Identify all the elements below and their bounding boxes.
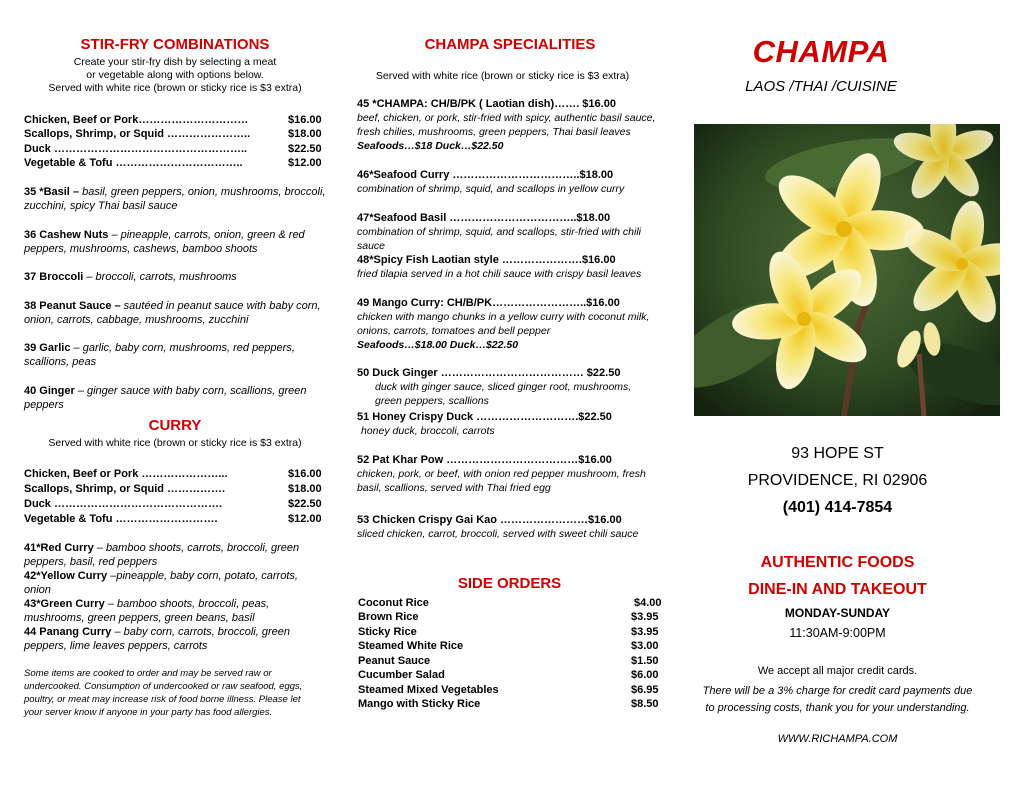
item-name: 46*Seafood Curry ……………………………..$18.00 (357, 169, 614, 181)
speciality-item (357, 366, 657, 408)
side-price: $3.95 (631, 611, 659, 623)
item-desc: combination of shrimp, squid, and scallops, stir-fried with chili sauce (357, 226, 642, 252)
item-name: 45 *CHAMPA: CH/B/PK ( Laotian dish)……. $16.00 (357, 98, 616, 110)
item-desc: sliced chicken, carrot, broccoli, served with sweet chili sauce (357, 528, 639, 540)
item-desc: combination of shrimp, squid, and scallops in yellow curry (357, 183, 625, 195)
price-value: $22.50 (288, 498, 322, 510)
side-price: $3.95 (631, 626, 659, 638)
price-value: $18.00 (288, 483, 322, 495)
side-price: $6.95 (631, 684, 659, 696)
item-name: 49 Mango Curry: CH/B/PK……………………..$16.00 (357, 297, 620, 309)
item-name: 51 Honey Crispy Duck ……………………….$22.50 (357, 411, 612, 423)
side-price: $8.50 (631, 698, 659, 710)
item-desc-text: beef, chicken, or pork, stir-fried with spicy, authentic basil sauce, fresh chilies, mushrooms, green peppers, Thai basil leaves (357, 112, 656, 138)
speciality-item (357, 453, 657, 495)
price-label: Vegetable & Tofu …………………………….. (24, 157, 243, 169)
item-name: 44 Panang Curry (24, 626, 112, 638)
price-label: Scallops, Shrimp, or Squid ……………. (24, 483, 226, 495)
item-desc (357, 111, 657, 153)
side-price: $1.50 (631, 655, 659, 667)
item-name: 47*Seafood Basil ……………………………..$18.00 (357, 212, 611, 224)
item-desc: fried tilapia served in a hot chili sauce with crispy basil leaves (357, 268, 642, 280)
side-name: Coconut Rice (358, 597, 429, 609)
menu-item (24, 384, 329, 412)
item-name: 39 Garlic (24, 342, 71, 354)
menu-item (24, 569, 324, 597)
stirfry-note-line1: Create your stir-fry dish by selecting a meat (73, 56, 277, 68)
price-value: $16.00 (288, 114, 322, 126)
item-desc: –pineapple, baby corn, potato, carrots, onion (24, 570, 298, 596)
item-name: 40 Ginger (24, 385, 75, 397)
item-name: 52 Pat Khar Pow ………………………………$16.00 (357, 454, 612, 466)
side-price: $6.00 (631, 669, 659, 681)
item-desc: – bamboo shoots, broccoli, peas, mushrooms, green peppers, green beans, basil (24, 598, 270, 624)
side-name: Steamed Mixed Vegetables (358, 684, 499, 696)
specialities-title: CHAMPA SPECIALITIES (424, 36, 596, 53)
price-value: $12.00 (288, 157, 322, 169)
item-desc: – ginger sauce with baby corn, scallions, green peppers (24, 385, 307, 411)
authentic-foods-tagline: AUTHENTIC FOODS (760, 554, 915, 571)
price-value: $12.00 (288, 513, 322, 525)
side-name: Brown Rice (358, 611, 419, 623)
item-extra: Seafoods…$18 Duck…$22.50 (357, 140, 504, 152)
price-label: Chicken, Beef or Pork………………………… (24, 114, 249, 126)
price-label: Vegetable & Tofu ………………………. (24, 513, 218, 525)
food-safety-disclaimer: Some items are cooked to order and may be served raw or undercooked. Consumption of undercooked or raw seafood, eggs, poultry, or meat may increase risk of food borne illness. Please let your server know if anyone in your party has food allergies. (24, 668, 303, 718)
item-desc: – bamboo shoots, carrots, broccoli, green peppers, basil, red peppers (24, 542, 300, 568)
item-extra: Seafoods…$18.00 Duck…$22.50 (357, 339, 519, 351)
plumeria-flower-image (694, 124, 1000, 416)
speciality-item (357, 410, 657, 438)
curry-note: Served with white rice (brown or sticky rice is $3 extra) (48, 437, 302, 449)
item-desc: chicken, pork, or beef, with onion red pepper mushroom, fresh basil, scallions, served with Thai fried egg (357, 468, 646, 494)
stirfry-note (20, 56, 330, 95)
item-name: 48*Spicy Fish Laotian style ………………….$16.00 (357, 254, 616, 266)
item-desc: – baby corn, carrots, broccoli, green peppers, lime leaves peppers, carrots (24, 626, 290, 652)
menu-item (24, 228, 329, 256)
dine-in-takeout-tagline: DINE-IN AND TAKEOUT (748, 581, 927, 598)
speciality-item (357, 211, 657, 253)
stirfry-note-line2: or vegetable along with options below. (86, 69, 264, 81)
item-desc: – broccoli, carrots, mushrooms (86, 271, 237, 283)
side-price: $3.00 (631, 640, 659, 652)
side-name: Steamed White Rice (358, 640, 464, 652)
menu-item (24, 625, 324, 653)
side-orders-title: SIDE ORDERS (457, 575, 562, 592)
stirfry-title: STIR-FRY COMBINATIONS (80, 36, 270, 53)
specialities-note: Served with white rice (brown or sticky rice is $3 extra) (375, 70, 630, 82)
plumeria-flower-photo (694, 124, 1000, 416)
item-name: 43*Green Curry (24, 598, 105, 610)
menu-item (24, 597, 324, 625)
speciality-item (357, 513, 657, 541)
item-desc: duck with ginger sauce, sliced ginger root, mushrooms, green peppers, scallions (375, 381, 632, 407)
item-name: 41*Red Curry (24, 542, 94, 554)
price-label: Duck …………………………………………….. (24, 143, 248, 155)
item-name: 50 Duck Ginger ………………………………… $22.50 (357, 367, 621, 379)
stirfry-note-line3: Served with white rice (brown or sticky rice is $3 extra) (48, 82, 302, 94)
address-line2: PROVIDENCE, RI 02906 (747, 472, 928, 489)
price-value: $22.50 (288, 143, 322, 155)
menu-item (24, 270, 329, 284)
item-desc: – garlic, baby corn, mushrooms, red peppers, scallions, peas (24, 342, 295, 368)
speciality-item (357, 97, 657, 153)
price-label: Duck ………………………………………. (24, 498, 223, 510)
item-name: 37 Broccoli (24, 271, 84, 283)
item-name: 38 Peanut Sauce – (24, 300, 121, 312)
item-desc: basil, green peppers, onion, mushrooms, broccoli, zucchini, spicy Thai basil sauce (24, 186, 326, 212)
item-name: 53 Chicken Crispy Gai Kao ……………………$16.00 (357, 514, 622, 526)
menu-item (24, 541, 324, 569)
menu-item (24, 341, 329, 369)
side-name: Sticky Rice (358, 626, 417, 638)
item-desc: – pineapple, carrots, onion, green & red peppers, mushrooms, cashews, bamboo shoots (24, 229, 305, 255)
item-name: 42*Yellow Curry (24, 570, 108, 582)
speciality-item (357, 253, 657, 281)
brand-subtitle: LAOS /THAI /CUISINE (745, 78, 897, 95)
credit-cards-note: We accept all major credit cards. (757, 665, 918, 677)
menu-item (24, 299, 329, 327)
speciality-item (357, 296, 657, 352)
curry-title: CURRY (148, 417, 202, 434)
side-name: Mango with Sticky Rice (358, 698, 481, 710)
brand-title: CHAMPA (752, 34, 890, 69)
open-hours: 11:30AM-9:00PM (789, 626, 886, 640)
price-value: $18.00 (288, 128, 322, 140)
item-desc: honey duck, broccoli, carrots (361, 425, 495, 437)
side-name: Peanut Sauce (358, 655, 431, 667)
open-days: MONDAY-SUNDAY (784, 606, 891, 620)
side-name: Cucumber Salad (358, 669, 445, 681)
phone-number: (401) 414-7854 (782, 499, 893, 516)
item-name: 36 Cashew Nuts (24, 229, 109, 241)
speciality-item (357, 168, 657, 196)
item-name: 35 *Basil – (24, 186, 80, 198)
side-price: $4.00 (634, 597, 662, 609)
credit-card-surcharge-note: There will be a 3% charge for credit card payments due to processing costs, thank you for your understanding. (702, 685, 973, 714)
price-label: Scallops, Shrimp, or Squid ………………….. (24, 128, 251, 140)
price-label: Chicken, Beef or Pork …………………... (24, 468, 228, 480)
item-desc: sautéed in peanut sauce with baby corn, onion, carrots, cabbage, mushrooms, zucchini (24, 300, 321, 326)
address-line1: 93 HOPE ST (791, 445, 884, 462)
item-desc: chicken with mango chunks in a yellow curry with coconut milk, onions, carrots, tomatoes and bell pepper (357, 311, 650, 337)
menu-item (24, 185, 329, 213)
website-link[interactable]: WWW.RICHAMPA.COM (777, 733, 898, 745)
price-value: $16.00 (288, 468, 322, 480)
